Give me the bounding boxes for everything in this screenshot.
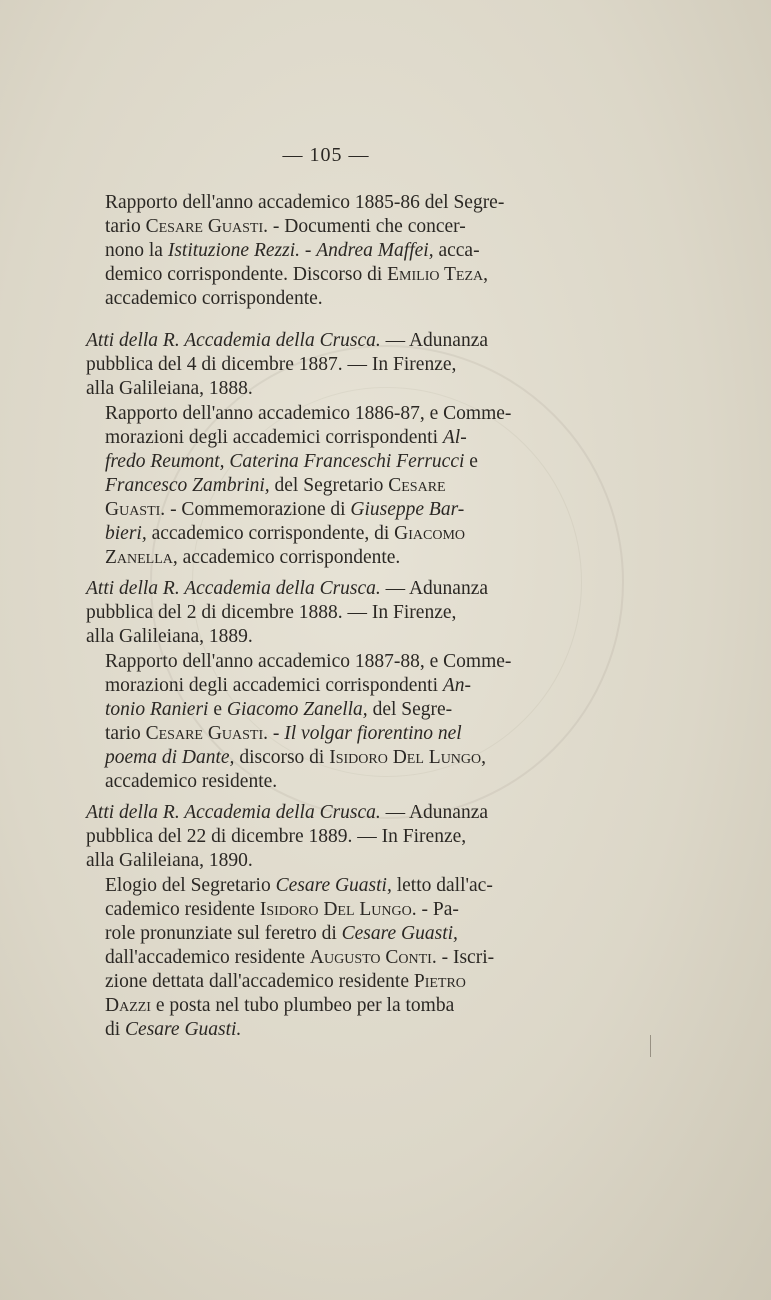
text-line: Elogio del Segretario Cesare Guasti, letto dall'ac-: [105, 875, 493, 896]
text-line: morazioni degli accademici corrispondenti An-: [105, 675, 472, 696]
text-line: Guasti. - Commemorazione di Giuseppe Bar-: [105, 499, 465, 520]
text-line: nono la Istituzione Rezzi. - Andrea Maffei, acca-: [105, 240, 480, 261]
text-line: Atti della R. Accademia della Crusca. — Adunanza: [86, 330, 489, 351]
text-line: alla Galileiana, 1888.: [86, 378, 253, 399]
text-line: Francesco Zambrini, del Segretario Cesare: [105, 475, 446, 496]
entry-3-description: [105, 650, 588, 794]
text-line: accademico residente.: [105, 771, 278, 792]
text-line: Dazzi e posta nel tubo plumbeo per la tomba: [105, 995, 455, 1016]
text-line: accademico corrispondente.: [105, 288, 323, 309]
text-line: Atti della R. Accademia della Crusca. — Adunanza: [86, 578, 489, 599]
text-line: role pronunziate sul feretro di Cesare Guasti,: [105, 923, 458, 944]
text-line: tario Cesare Guasti. - Documenti che concer-: [105, 216, 466, 237]
entry-2-heading: [86, 329, 608, 401]
text-line: Zanella, accademico corrispondente.: [105, 547, 401, 568]
text-line: zione dettata dall'accademico residente Pietro: [105, 971, 466, 992]
text-line: alla Galileiana, 1889.: [86, 626, 253, 647]
text-line: morazioni degli accademici corrispondenti Al-: [105, 427, 467, 448]
text-line: pubblica del 2 di dicembre 1888. — In Firenze,: [86, 602, 457, 623]
text-line: poema di Dante, discorso di Isidoro Del Lungo,: [105, 747, 487, 768]
text-line: pubblica del 22 di dicembre 1889. — In Firenze,: [86, 826, 467, 847]
text-line: cademico residente Isidoro Del Lungo. - Pa-: [105, 899, 459, 920]
text-line: demico corrispondente. Discorso di Emilio Teza,: [105, 264, 489, 285]
text-line: Rapporto dell'anno accademico 1887-88, e Comme-: [105, 651, 512, 672]
text-line: dall'accademico residente Augusto Conti. - Iscri-: [105, 947, 495, 968]
text-line: tario Cesare Guasti. - Il volgar fiorentino nel: [105, 723, 462, 744]
text-line: Rapporto dell'anno accademico 1885-86 del Segre-: [105, 192, 505, 213]
text-line: Rapporto dell'anno accademico 1886-87, e Comme-: [105, 403, 512, 424]
text-line: tonio Ranieri e Giacomo Zanella, del Segre-: [105, 699, 453, 720]
text-line: alla Galileiana, 1890.: [86, 850, 253, 871]
entry-4-heading: [86, 801, 608, 873]
text-line: fredo Reumont, Caterina Franceschi Ferrucci e: [105, 451, 478, 472]
text-line: pubblica del 4 di dicembre 1887. — In Firenze,: [86, 354, 457, 375]
text-line: bieri, accademico corrispondente, di Giacomo: [105, 523, 466, 544]
paper-mark: [650, 1035, 651, 1057]
page-number: — 105 —: [282, 144, 370, 166]
entry-1-description: [105, 191, 588, 311]
text-line: di Cesare Guasti.: [105, 1019, 242, 1040]
text-line: Atti della R. Accademia della Crusca. — Adunanza: [86, 802, 489, 823]
entry-4-description: [105, 874, 588, 1042]
entry-2-description: [105, 402, 588, 570]
entry-3-heading: [86, 577, 608, 649]
